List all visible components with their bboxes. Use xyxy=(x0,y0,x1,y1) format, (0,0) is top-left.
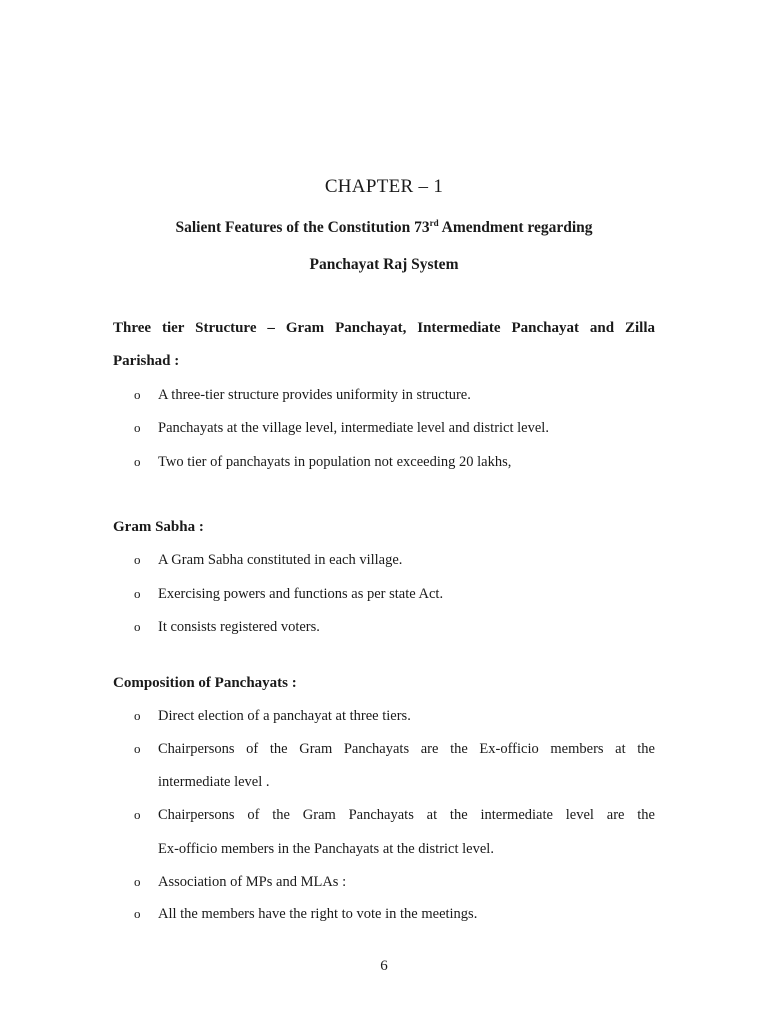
list-item-text: Chairpersons of the Gram Panchayats at the intermediate level are the xyxy=(158,807,655,823)
list-item-text: All the members have the right to vote in the meetings. xyxy=(158,906,478,922)
bullet-icon: o xyxy=(134,874,141,889)
chapter-title: CHAPTER – 1 xyxy=(324,176,444,197)
bullet-icon: o xyxy=(134,586,141,601)
bullet-icon: o xyxy=(134,552,141,567)
bullet-icon: o xyxy=(134,708,141,723)
bullet-icon: o xyxy=(134,454,141,469)
list-item-text: Ex-officio members in the Panchayats at the district level. xyxy=(158,841,494,857)
chapter-subtitle-line1 xyxy=(0,218,768,237)
page-number: 6 xyxy=(380,958,388,974)
list-item-text: intermediate level . xyxy=(158,774,270,790)
section-heading-composition: Composition of Panchayats : xyxy=(113,675,297,691)
subtitle-text-a: Salient Features of the Constitution 73 xyxy=(175,219,430,236)
subtitle-text-b: Amendment regarding xyxy=(438,219,593,236)
bullet-icon: o xyxy=(134,741,141,756)
subtitle-superscript: rd xyxy=(429,218,439,228)
list-item-text: A Gram Sabha constituted in each village. xyxy=(158,552,403,568)
list-item-text: Association of MPs and MLAs : xyxy=(158,874,347,890)
bullet-icon: o xyxy=(134,619,141,634)
bullet-icon: o xyxy=(134,807,141,822)
section-heading-three-tier-cont: Parishad : xyxy=(113,353,180,369)
section-heading-three-tier: Three tier Structure – Gram Panchayat, Intermediate Panchayat and Zilla xyxy=(113,320,655,336)
list-item-text: It consists registered voters. xyxy=(158,619,320,635)
bullet-icon: o xyxy=(134,906,141,921)
section-heading-gram-sabha: Gram Sabha : xyxy=(113,519,204,535)
list-item-text: Direct election of a panchayat at three tiers. xyxy=(158,708,411,724)
list-item-text: Panchayats at the village level, intermediate level and district level. xyxy=(158,420,549,436)
bullet-icon: o xyxy=(134,420,141,435)
list-item-text: Exercising powers and functions as per state Act. xyxy=(158,586,444,602)
list-item-text: Chairpersons of the Gram Panchayats are the Ex-officio members at the xyxy=(158,741,655,757)
bullet-icon: o xyxy=(134,387,141,402)
list-item-text: Two tier of panchayats in population not exceeding 20 lakhs, xyxy=(158,454,512,470)
list-item-text: A three-tier structure provides uniformity in structure. xyxy=(158,387,471,403)
chapter-subtitle-line2: Panchayat Raj System xyxy=(309,256,459,273)
